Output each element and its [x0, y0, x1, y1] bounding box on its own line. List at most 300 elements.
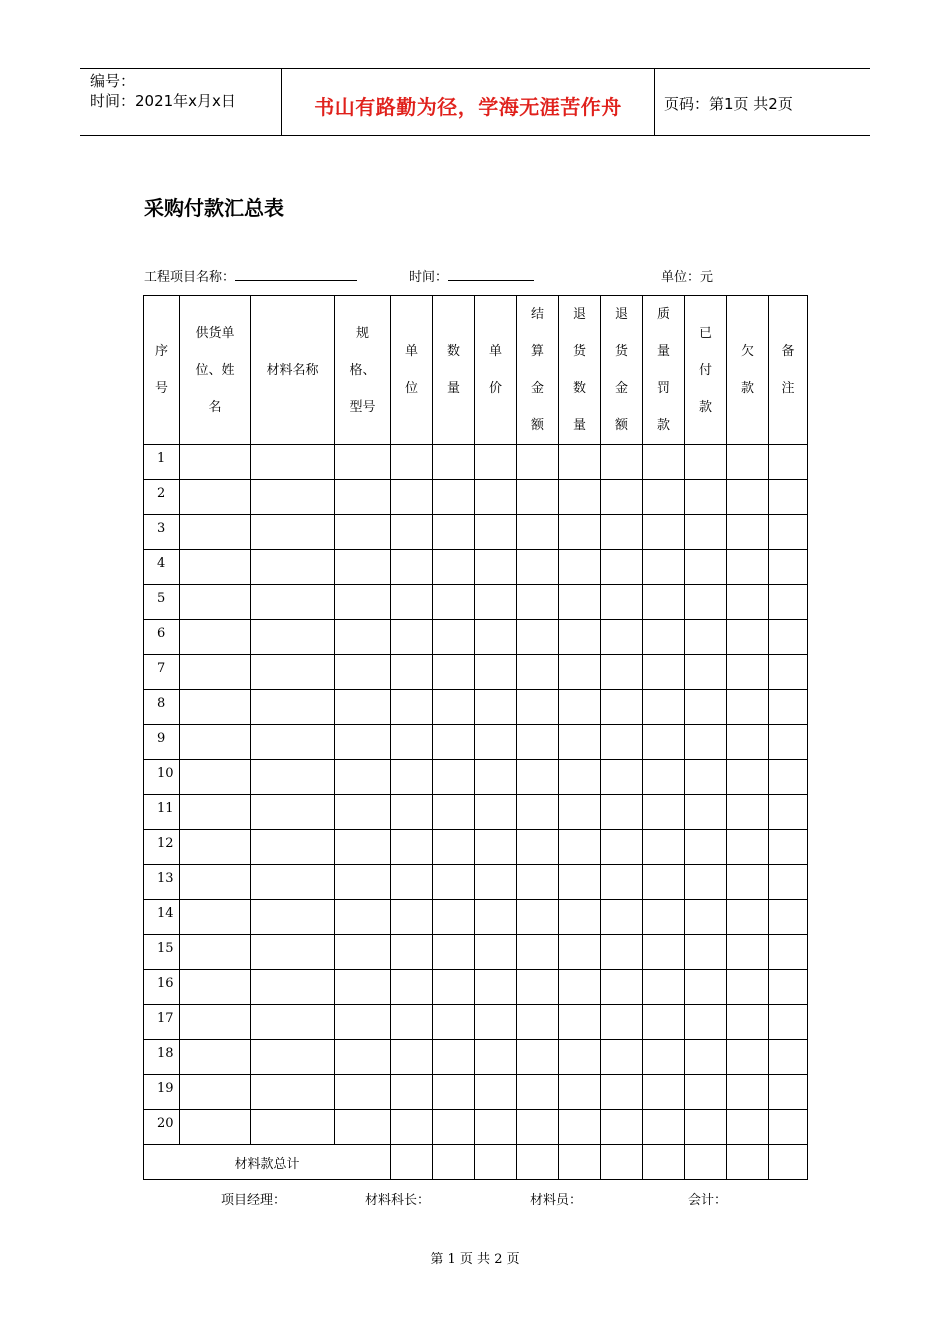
- row-number: 2: [144, 480, 180, 515]
- table-cell: [685, 480, 727, 515]
- table-cell: [391, 655, 433, 690]
- column-header-text: 货: [572, 344, 586, 359]
- table-cell: [769, 1110, 808, 1145]
- table-row: [144, 620, 808, 655]
- table-cell: [517, 515, 559, 550]
- table-cell: [601, 725, 643, 760]
- table-cell: [335, 620, 391, 655]
- total-label: 材料款总计: [144, 1145, 391, 1180]
- table-cell: [727, 1005, 769, 1040]
- table-cell: [475, 690, 517, 725]
- table-cell: [769, 445, 808, 480]
- table-cell: [643, 550, 685, 585]
- table-cell: [769, 900, 808, 935]
- table-row: [144, 480, 808, 515]
- project-name-label: 工程项目名称：: [144, 270, 236, 285]
- header-divider: [654, 69, 655, 136]
- table-cell: [769, 865, 808, 900]
- table-cell: [643, 1040, 685, 1075]
- table-cell: [433, 515, 475, 550]
- table-cell: [601, 970, 643, 1005]
- column-header-text: 名: [208, 399, 222, 415]
- table-cell: [685, 515, 727, 550]
- column-header-text: 退: [572, 307, 586, 322]
- table-cell: [643, 725, 685, 760]
- table-cell: [475, 830, 517, 865]
- table-cell: [433, 480, 475, 515]
- table-cell: [475, 865, 517, 900]
- table-cell: [391, 900, 433, 935]
- row-number: 19: [144, 1075, 180, 1110]
- table-cell: [475, 445, 517, 480]
- table-cell: [685, 585, 727, 620]
- column-header-text: 额: [614, 418, 628, 433]
- table-cell: [685, 620, 727, 655]
- row-number: 12: [144, 830, 180, 865]
- table-cell: [601, 865, 643, 900]
- table-cell: [391, 795, 433, 830]
- column-header-text: 型号: [349, 399, 376, 415]
- table-cell: [769, 760, 808, 795]
- column-header: [601, 296, 643, 445]
- table-cell: [727, 935, 769, 970]
- table-cell: [433, 655, 475, 690]
- table-cell: [517, 690, 559, 725]
- column-header-text: 备: [781, 344, 795, 359]
- table-cell: [391, 690, 433, 725]
- column-header-text: 罚: [656, 381, 670, 396]
- table-cell: [433, 445, 475, 480]
- table-cell: [180, 585, 251, 620]
- column-header-text: 位: [404, 381, 418, 396]
- column-header-text: 欠: [740, 344, 754, 359]
- table-cell: [391, 725, 433, 760]
- table-cell: [643, 935, 685, 970]
- table-cell: [180, 1005, 251, 1040]
- table-row: [144, 550, 808, 585]
- table-cell: [643, 655, 685, 690]
- row-number: 14: [144, 900, 180, 935]
- table-cell: [601, 760, 643, 795]
- table-cell: [517, 1040, 559, 1075]
- signature-accountant: 会计：: [688, 1193, 728, 1208]
- table-cell: [769, 1005, 808, 1040]
- table-cell: [251, 830, 335, 865]
- row-number: 11: [144, 795, 180, 830]
- column-header-text: 号: [154, 381, 168, 396]
- table-cell: [559, 970, 601, 1005]
- table-cell: [643, 445, 685, 480]
- table-cell: [335, 865, 391, 900]
- table-cell: [517, 480, 559, 515]
- table-cell: [559, 690, 601, 725]
- table-cell: [727, 1075, 769, 1110]
- table-cell: [180, 620, 251, 655]
- table-cell: [391, 830, 433, 865]
- column-header-text: 结: [530, 307, 544, 322]
- table-cell: [433, 620, 475, 655]
- row-number: 18: [144, 1040, 180, 1075]
- column-header-text: 质: [656, 307, 670, 322]
- table-cell: [517, 620, 559, 655]
- column-header-text: 量: [572, 418, 586, 433]
- table-cell: [251, 585, 335, 620]
- table-cell: [643, 795, 685, 830]
- table-cell: [180, 1040, 251, 1075]
- column-header: [517, 296, 559, 445]
- table-cell: [391, 1075, 433, 1110]
- table-cell: [391, 760, 433, 795]
- table-cell: [601, 900, 643, 935]
- column-header-text: 单: [488, 344, 502, 359]
- table-cell: [559, 760, 601, 795]
- row-number: 20: [144, 1110, 180, 1145]
- row-number: 7: [144, 655, 180, 690]
- table-row: [144, 900, 808, 935]
- table-cell: [685, 690, 727, 725]
- table-row: [144, 655, 808, 690]
- table-row: [144, 1075, 808, 1110]
- table-cell: [433, 1075, 475, 1110]
- table-cell: [391, 1005, 433, 1040]
- table-cell: [685, 725, 727, 760]
- table-cell: [517, 725, 559, 760]
- table-cell: [643, 690, 685, 725]
- column-header-text: 供货单: [195, 325, 235, 341]
- column-header-text: 格、: [349, 362, 376, 378]
- page-footer: 第 1 页 共 2 页: [430, 1252, 520, 1267]
- row-number: 1: [144, 445, 180, 480]
- table-cell: [475, 795, 517, 830]
- table-cell: [517, 900, 559, 935]
- column-header: [727, 296, 769, 445]
- table-cell: [180, 690, 251, 725]
- table-cell: [601, 445, 643, 480]
- table-cell: [335, 970, 391, 1005]
- table-cell: [517, 830, 559, 865]
- table-cell: [601, 1075, 643, 1110]
- table-cell: [391, 865, 433, 900]
- table-cell: [559, 795, 601, 830]
- table-cell: [475, 1145, 517, 1180]
- table-row: [144, 760, 808, 795]
- table-cell: [517, 1145, 559, 1180]
- table-cell: [559, 900, 601, 935]
- table-cell: [335, 1005, 391, 1040]
- table-cell: [769, 725, 808, 760]
- code-label: 编号：: [90, 72, 136, 90]
- table-cell: [559, 585, 601, 620]
- table-cell: [601, 515, 643, 550]
- table-cell: [685, 865, 727, 900]
- column-header-text: 款: [656, 418, 670, 433]
- table-cell: [769, 970, 808, 1005]
- column-header: [769, 296, 808, 445]
- table-cell: [180, 515, 251, 550]
- table-cell: [727, 585, 769, 620]
- table-cell: [559, 655, 601, 690]
- table-cell: [685, 970, 727, 1005]
- table-cell: [685, 550, 727, 585]
- row-number: 9: [144, 725, 180, 760]
- table-cell: [433, 795, 475, 830]
- table-cell: [727, 865, 769, 900]
- table-cell: [685, 795, 727, 830]
- column-header-text: 款: [698, 399, 712, 415]
- table-cell: [559, 1075, 601, 1110]
- column-header-text: 已: [698, 325, 712, 341]
- column-header-text: 价: [488, 381, 502, 396]
- table-cell: [475, 550, 517, 585]
- table-cell: [643, 865, 685, 900]
- table-cell: [601, 830, 643, 865]
- column-header-text: 量: [656, 344, 670, 359]
- table-cell: [251, 935, 335, 970]
- table-cell: [601, 480, 643, 515]
- table-cell: [769, 690, 808, 725]
- table-cell: [180, 935, 251, 970]
- table-cell: [391, 1040, 433, 1075]
- column-header-text: 款: [740, 381, 754, 396]
- table-cell: [685, 655, 727, 690]
- table-cell: [559, 830, 601, 865]
- table-cell: [391, 585, 433, 620]
- table-cell: [601, 655, 643, 690]
- table-cell: [769, 620, 808, 655]
- table-cell: [335, 515, 391, 550]
- table-cell: [769, 1040, 808, 1075]
- table-cell: [475, 515, 517, 550]
- table-cell: [180, 830, 251, 865]
- table-cell: [335, 585, 391, 620]
- table-cell: [769, 585, 808, 620]
- row-number: 4: [144, 550, 180, 585]
- table-cell: [517, 935, 559, 970]
- table-cell: [517, 865, 559, 900]
- table-cell: [180, 1110, 251, 1145]
- time-blank: [448, 267, 534, 281]
- table-cell: [180, 725, 251, 760]
- table-cell: [559, 620, 601, 655]
- table-cell: [517, 1075, 559, 1110]
- table-cell: [335, 1075, 391, 1110]
- table-cell: [251, 480, 335, 515]
- table-cell: [433, 1145, 475, 1180]
- table-cell: [433, 725, 475, 760]
- column-header-text: 序: [154, 344, 168, 359]
- table-cell: [433, 585, 475, 620]
- column-header: [643, 296, 685, 445]
- signature-manager: 项目经理：: [221, 1193, 287, 1208]
- header-left: [90, 71, 236, 111]
- table-cell: [433, 865, 475, 900]
- table-cell: [251, 725, 335, 760]
- table-cell: [643, 620, 685, 655]
- table-cell: [685, 1005, 727, 1040]
- date-label: 时间：2021年x月x日: [90, 92, 236, 110]
- table-cell: [685, 935, 727, 970]
- table-cell: [769, 1075, 808, 1110]
- table-cell: [335, 935, 391, 970]
- table-cell: [475, 480, 517, 515]
- table-cell: [517, 760, 559, 795]
- table-cell: [433, 1005, 475, 1040]
- table-cell: [180, 550, 251, 585]
- table-cell: [727, 655, 769, 690]
- time-field: [409, 266, 534, 285]
- table-cell: [601, 690, 643, 725]
- table-cell: [601, 1005, 643, 1040]
- table-cell: [601, 585, 643, 620]
- table-cell: [727, 445, 769, 480]
- table-cell: [643, 480, 685, 515]
- column-header: [335, 296, 391, 445]
- column-header: [433, 296, 475, 445]
- table-cell: [335, 655, 391, 690]
- table-header-row: [144, 296, 808, 445]
- table-cell: [335, 1040, 391, 1075]
- table-cell: [433, 1110, 475, 1145]
- table-cell: [251, 1110, 335, 1145]
- table-cell: [475, 760, 517, 795]
- table-cell: [180, 480, 251, 515]
- table-cell: [475, 935, 517, 970]
- table-cell: [391, 515, 433, 550]
- total-row: [144, 1145, 808, 1180]
- column-header-text: 规: [355, 325, 369, 341]
- table-cell: [433, 970, 475, 1005]
- table-row: [144, 865, 808, 900]
- table-cell: [391, 1145, 433, 1180]
- column-header: [180, 296, 251, 445]
- table-cell: [727, 725, 769, 760]
- column-header-text: 材料名称: [266, 362, 319, 378]
- table-cell: [685, 830, 727, 865]
- table-cell: [727, 760, 769, 795]
- table-cell: [251, 655, 335, 690]
- table-cell: [601, 550, 643, 585]
- table-cell: [559, 550, 601, 585]
- column-header-text: 数: [572, 381, 586, 396]
- table-cell: [433, 760, 475, 795]
- table-cell: [601, 1110, 643, 1145]
- table-cell: [180, 900, 251, 935]
- row-number: 10: [144, 760, 180, 795]
- column-header-text: 货: [614, 344, 628, 359]
- table-cell: [475, 1040, 517, 1075]
- table-row: [144, 1005, 808, 1040]
- table-cell: [475, 620, 517, 655]
- table-cell: [643, 760, 685, 795]
- table-cell: [475, 1110, 517, 1145]
- table-cell: [727, 620, 769, 655]
- table-cell: [727, 480, 769, 515]
- table-cell: [251, 445, 335, 480]
- table-cell: [517, 795, 559, 830]
- table-cell: [685, 900, 727, 935]
- table-cell: [251, 970, 335, 1005]
- header-motto: 书山有路勤为径，学海无涯苦作舟: [314, 95, 622, 119]
- table-cell: [180, 760, 251, 795]
- column-header-text: 金: [614, 381, 628, 396]
- table-cell: [559, 1040, 601, 1075]
- table-cell: [180, 795, 251, 830]
- table-cell: [727, 970, 769, 1005]
- table-row: [144, 830, 808, 865]
- table-row: [144, 585, 808, 620]
- table-row: [144, 1110, 808, 1145]
- row-number: 5: [144, 585, 180, 620]
- table-cell: [643, 1075, 685, 1110]
- table-cell: [251, 865, 335, 900]
- table-cell: [559, 445, 601, 480]
- table-cell: [559, 725, 601, 760]
- table-cell: [601, 795, 643, 830]
- column-header-text: 金: [530, 381, 544, 396]
- table-cell: [391, 550, 433, 585]
- table-cell: [559, 515, 601, 550]
- table-cell: [251, 1075, 335, 1110]
- table-cell: [769, 935, 808, 970]
- project-name-field: [144, 266, 357, 285]
- table-cell: [643, 970, 685, 1005]
- table-cell: [335, 445, 391, 480]
- table-cell: [727, 515, 769, 550]
- column-header-text: 位、姓: [195, 362, 235, 378]
- table-cell: [391, 935, 433, 970]
- table-cell: [391, 445, 433, 480]
- row-number: 3: [144, 515, 180, 550]
- column-header: [475, 296, 517, 445]
- table-cell: [769, 550, 808, 585]
- table-cell: [391, 480, 433, 515]
- table-cell: [643, 830, 685, 865]
- column-header: [251, 296, 335, 445]
- table-cell: [251, 690, 335, 725]
- table-cell: [335, 725, 391, 760]
- table-cell: [601, 935, 643, 970]
- table-cell: [517, 550, 559, 585]
- table-cell: [769, 515, 808, 550]
- table-cell: [643, 515, 685, 550]
- table-cell: [769, 830, 808, 865]
- row-number: 17: [144, 1005, 180, 1040]
- table-cell: [433, 690, 475, 725]
- table-cell: [335, 690, 391, 725]
- table-row: [144, 935, 808, 970]
- column-header: [391, 296, 433, 445]
- column-header-text: 数: [446, 344, 460, 359]
- table-row: [144, 445, 808, 480]
- document-title: 采购付款汇总表: [144, 196, 284, 220]
- table-cell: [559, 865, 601, 900]
- table-cell: [727, 830, 769, 865]
- table-cell: [559, 1005, 601, 1040]
- table-cell: [433, 935, 475, 970]
- signature-clerk: 材料员：: [530, 1193, 583, 1208]
- table-cell: [643, 1145, 685, 1180]
- table-cell: [685, 1145, 727, 1180]
- table-cell: [335, 760, 391, 795]
- table-cell: [685, 1075, 727, 1110]
- table-cell: [475, 585, 517, 620]
- table-cell: [475, 725, 517, 760]
- table-cell: [180, 865, 251, 900]
- table-cell: [391, 1110, 433, 1145]
- table-cell: [335, 550, 391, 585]
- table-cell: [517, 445, 559, 480]
- signature-section-chief: 材料科长：: [365, 1193, 431, 1208]
